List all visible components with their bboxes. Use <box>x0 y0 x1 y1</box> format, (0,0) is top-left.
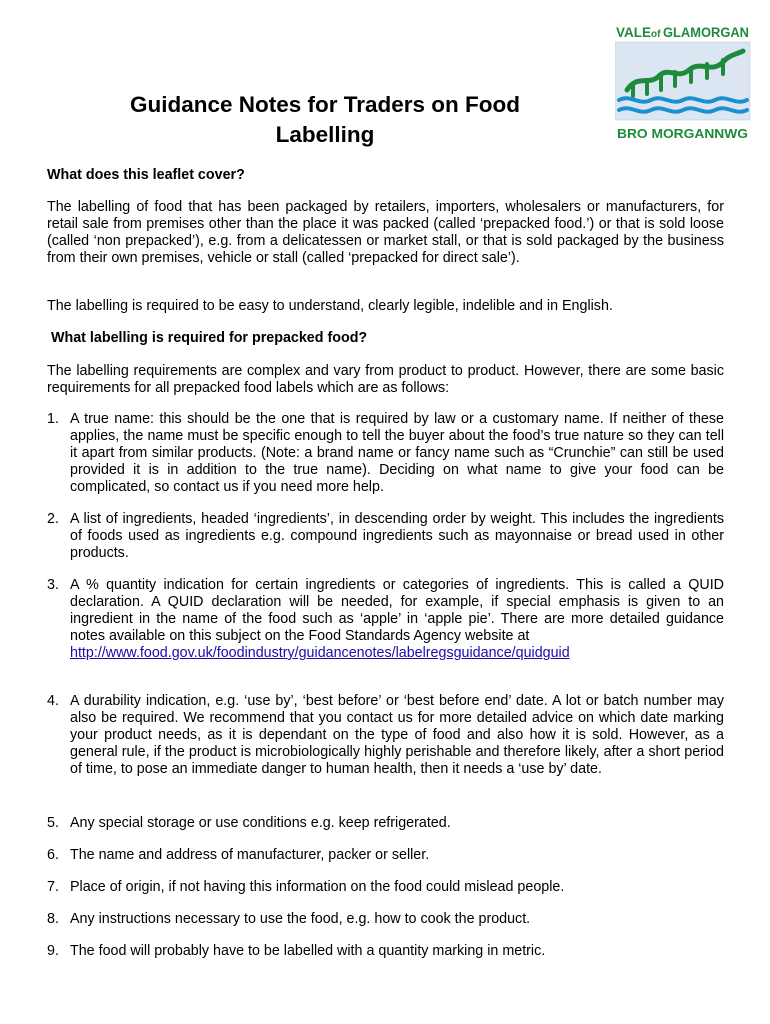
list-item-text: A true name: this should be the one that is required by law or a customary name. If neither of these applies, the name must be specific enough to tell the buyer about the food’s true nature so they can tell it apart from similar products. (Note: a brand name or fancy name such as “Crunchie” can still be used provided it is in addition to the true name). Deciding on what name to give your food can be complicated, so contact us if you need more help. <box>70 411 724 495</box>
title-line-2: Labelling <box>275 122 375 147</box>
list-item-text: A durability indication, e.g. ‘use by’, ‘best before’ or ‘best before end’ date. A lot or batch number may also be required. We recommend that you contact us for more detailed advice on which date marking your product needs, as it is dependant on the type of food and also how it is sold. However, as a general rule, if the product is microbiologically highly perishable and therefore likely, after a short period of time, to pose an immediate danger to human health, then it needs a ‘use by’ date. <box>70 693 724 777</box>
list-item-text: A % quantity indication for certain ingredients or categories of ingredients. This is called a QUID declaration. A QUID declaration will be needed, for example, if special emphasis is given to an ingredient in the name of the food such as ‘apple’ in ‘apple pie’. There are more detailed guidance notes available on this subject on the Food Standards Agency website at <box>70 577 724 644</box>
paragraph-requirements: The labelling is required to be easy to understand, clearly legible, indelible and in English. <box>47 298 613 314</box>
list-item <box>47 943 724 960</box>
list-item-text: Any special storage or use conditions e.g. keep refrigerated. <box>70 815 451 831</box>
list-item-number: 7. <box>47 879 59 895</box>
list-item <box>47 815 724 832</box>
list-item <box>47 511 724 562</box>
list-item-number: 4. <box>47 693 59 709</box>
list-item <box>47 577 724 662</box>
list-item-number: 3. <box>47 577 59 593</box>
list-item <box>47 411 724 496</box>
paragraph-scope: The labelling of food that has been packaged by retailers, importers, wholesalers or manufacturers, for retail sale from premises other than the place it was packed (called ‘prepacked food.’) or that is sold loose (called ‘non prepacked’), e.g. from a delicatessen or market stall, or that is sold packaged by the business from their own premises, vehicle or stall (called ‘prepacked for direct sale’). <box>47 199 724 266</box>
list-item <box>47 911 724 928</box>
title-line-1: Guidance Notes for Traders on Food <box>129 92 521 117</box>
page-title <box>40 90 610 150</box>
paragraph-intro: The labelling requirements are complex and vary from product to product. However, there are some basic requirements for all prepacked food labels which are as follows: <box>47 363 724 396</box>
vale-of-glamorgan-logo <box>615 24 751 142</box>
list-item-number: 2. <box>47 511 59 527</box>
list-item-text: The food will probably have to be labelled with a quantity marking in metric. <box>70 943 546 959</box>
list-item-text: The name and address of manufacturer, packer or seller. <box>70 847 430 863</box>
logo-bro-morgannwg-text: BRO MORGANNWG <box>617 126 748 141</box>
list-item <box>47 847 724 864</box>
list-item-number: 6. <box>47 847 59 863</box>
logo-vale-text: VALE <box>616 25 652 40</box>
list-item <box>47 879 724 896</box>
list-item-number: 5. <box>47 815 59 831</box>
fsa-guidance-link[interactable]: http://www.food.gov.uk/foodindustry/guidancenotes/labelregsguidance/quidguid <box>70 645 570 661</box>
list-item-text: A list of ingredients, headed ‘ingredients’, in descending order by weight. This includes the ingredients of foods used as ingredients e.g. compound ingredients such as mayonnaise or bread used in other products. <box>70 511 724 561</box>
list-item-number: 1. <box>47 411 59 427</box>
list-item-text: Any instructions necessary to use the food, e.g. how to cook the product. <box>70 911 531 927</box>
section-heading-prepacked: What labelling is required for prepacked food? <box>51 330 368 346</box>
section-heading-leaflet-cover: What does this leaflet cover? <box>47 167 245 183</box>
logo-graphic <box>615 24 751 142</box>
list-item-number: 9. <box>47 943 59 959</box>
list-item-number: 8. <box>47 911 59 927</box>
logo-glamorgan-text: GLAMORGAN <box>663 25 749 40</box>
logo-of-text: of <box>651 29 661 40</box>
list-item-text: Place of origin, if not having this information on the food could mislead people. <box>70 879 565 895</box>
list-item <box>47 693 724 778</box>
